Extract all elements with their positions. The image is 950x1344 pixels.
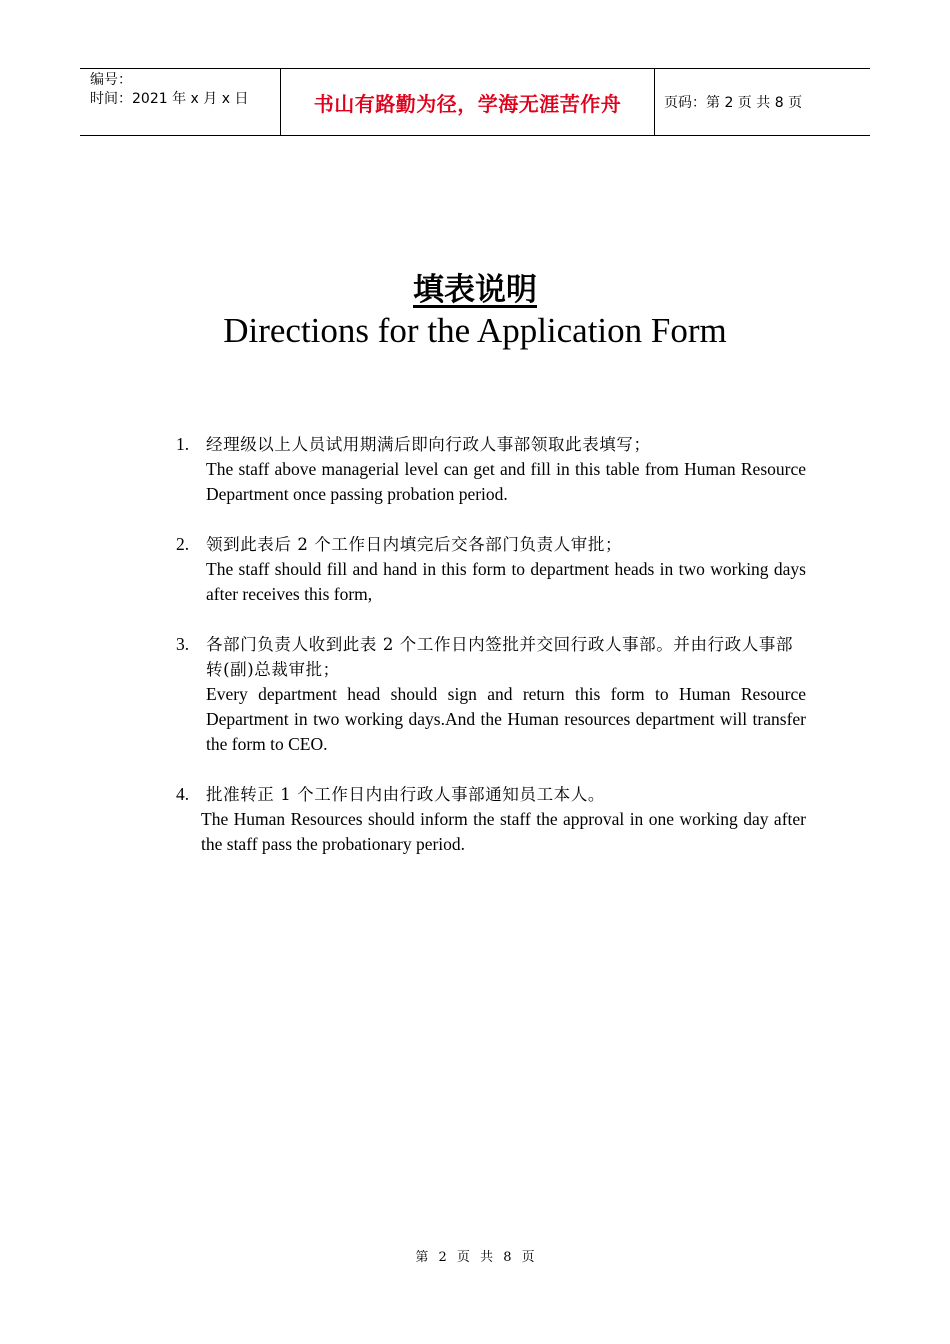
item-body: [206, 632, 806, 757]
list-item: [176, 432, 806, 507]
item-text-chinese: 各部门负责人收到此表 2 个工作日内签批并交回行政人事部。并由行政人事部转(副)总裁审批；: [206, 635, 794, 679]
item-text-chinese: 批准转正 1 个工作日内由行政人事部通知员工本人。: [206, 785, 605, 804]
item-text-english: The staff should fill and hand in this form to department heads in two working days after receives this form,: [206, 559, 806, 604]
item-number: 3.: [176, 634, 190, 654]
item-body: [206, 532, 806, 607]
item-text-english: Every department head should sign and return this form to Human Resource Department in two working days.And the Human resources department will transfer the form to CEO.: [206, 684, 806, 754]
document-number-label: 编号：: [90, 72, 132, 88]
list-item: [176, 782, 806, 857]
directions-list: [176, 432, 806, 882]
item-body: [206, 432, 806, 507]
title-chinese: 填表说明: [413, 272, 537, 308]
list-item: [176, 532, 806, 607]
item-text-english: The staff above managerial level can get and fill in this table from Human Resource Department once passing probation period.: [206, 459, 806, 504]
header-meta-cell: [80, 69, 281, 135]
page-header: [80, 68, 870, 136]
item-text-chinese: 经理级以上人员试用期满后即向行政人事部领取此表填写；: [206, 435, 651, 454]
document-time-label: 时间：2021 年 x 月 x 日: [90, 91, 249, 107]
item-number: 2.: [176, 534, 190, 554]
header-motto: 书山有路勤为径，学海无涯苦作舟: [313, 91, 622, 116]
item-number: 1.: [176, 434, 190, 454]
item-body: [201, 782, 806, 857]
title-english: Directions for the Application Form: [223, 311, 727, 350]
item-number: 4.: [176, 784, 190, 804]
item-text-english: The Human Resources should inform the staff the approval in one working day after the staff pass the probationary period.: [201, 809, 806, 854]
header-page-cell: [655, 69, 870, 135]
header-motto-cell: [281, 69, 655, 135]
item-text-chinese: 领到此表后 2 个工作日内填完后交各部门负责人审批；: [206, 535, 623, 554]
list-item: [176, 632, 806, 757]
page-footer: 第 2 页 共 8 页: [415, 1250, 535, 1265]
header-page-info: 页码：第 2 页 共 8 页: [664, 95, 803, 111]
